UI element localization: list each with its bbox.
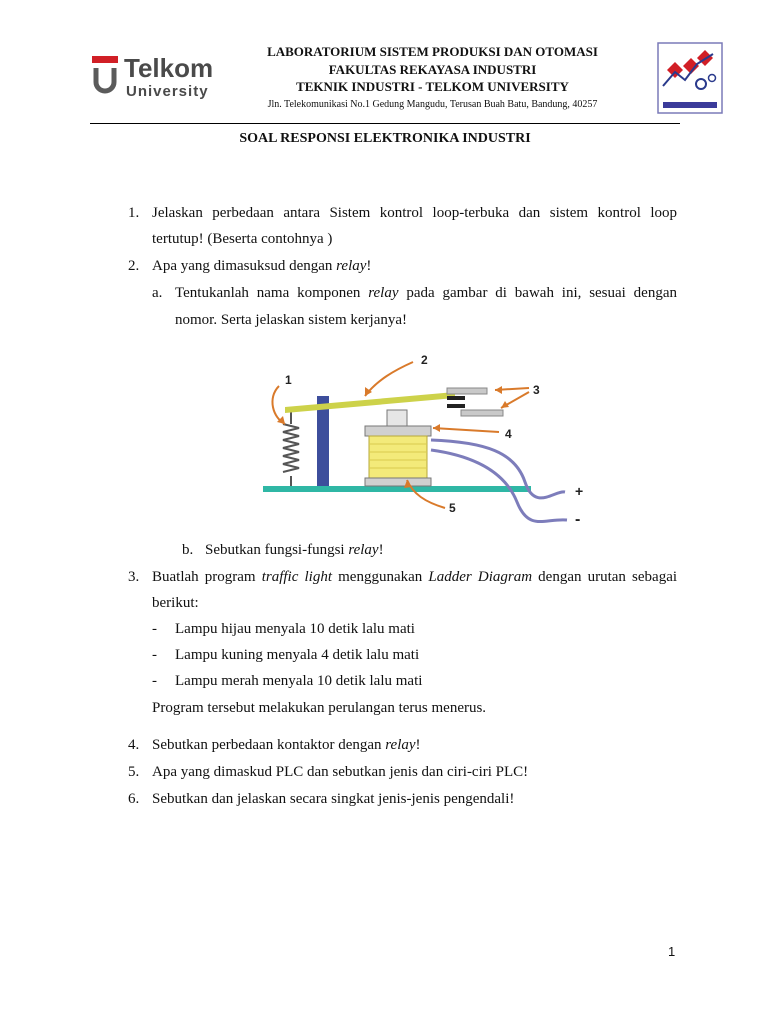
header-faculty: FAKULTAS REKAYASA INDUSTRI <box>328 62 537 77</box>
q2a-letter: a. <box>152 285 163 301</box>
q2a-text-line1: Tentukanlah nama komponen relay pada gambar di bawah ini, sesuai dengan <box>175 285 677 301</box>
relay-contacts <box>447 388 503 416</box>
q3-number: 3. <box>128 569 140 585</box>
callout-arrow-2 <box>365 362 413 396</box>
q3-note: Program tersebut melakukan perulangan terus menerus. <box>152 700 487 716</box>
relay-coil <box>365 410 431 486</box>
callout-arrow-4 <box>433 428 499 432</box>
figure-label-2: 2 <box>421 353 428 367</box>
header-address: Jln. Telekomunikasi No.1 Gedung Mangudu, Terusan Buah Batu, Bandung, 40257 <box>267 99 598 110</box>
figure-label-1: 1 <box>285 373 292 387</box>
q3-text-line2: berikut: <box>152 595 199 611</box>
relay-armature <box>285 392 455 413</box>
q3-item-2: Lampu kuning menyala 4 detik lalu mati <box>175 647 420 663</box>
q3-item-2-dash: - <box>152 647 157 663</box>
q2-text: Apa yang dimasuksud dengan relay! <box>152 258 372 274</box>
q2b-letter: b. <box>182 542 194 558</box>
q3-item-3-dash: - <box>152 673 157 689</box>
q3-text-line1: Buatlah program traffic light menggunakan Ladder Diagram dengan urutan sebagai <box>152 569 678 585</box>
lab-logo <box>657 42 723 114</box>
q3-item-3: Lampu merah menyala 10 detik lalu mati <box>175 673 423 689</box>
q3-item-1-dash: - <box>152 621 157 637</box>
relay-diagram <box>255 352 600 532</box>
figure-label-3: 3 <box>533 383 540 397</box>
svg-text:University: University <box>126 83 209 100</box>
q2a-text-line2: nomor. Serta jelaskan sistem kerjanya! <box>175 312 408 328</box>
figure-label-4: 4 <box>505 427 512 441</box>
header-department: TEKNIK INDUSTRI - TELKOM UNIVERSITY <box>296 79 569 94</box>
q1-text-line1: Jelaskan perbedaan antara Sistem kontrol loop-terbuka dan sistem kontrol loop <box>152 205 677 221</box>
telkom-university-logo <box>90 52 225 100</box>
q5-text: Apa yang dimaskud PLC dan sebutkan jenis dan ciri-ciri PLC! <box>152 764 529 780</box>
q3-item-1: Lampu hijau menyala 10 detik lalu mati <box>175 621 415 637</box>
q2-number: 2. <box>128 258 140 274</box>
q2b-text: Sebutkan fungsi-fungsi relay! <box>205 542 384 558</box>
relay-base-plate <box>263 486 531 492</box>
svg-text:Telkom: Telkom <box>124 53 214 83</box>
figure-plus-sign: + <box>575 483 584 499</box>
q6-text: Sebutkan dan jelaskan secara singkat jenis-jenis pengendali! <box>152 791 515 807</box>
q1-number: 1. <box>128 205 140 221</box>
q6-number: 6. <box>128 791 140 807</box>
figure-label-5: 5 <box>449 501 456 515</box>
page-number: 1 <box>668 944 676 959</box>
header-lab-name: LABORATORIUM SISTEM PRODUKSI DAN OTOMASI <box>267 44 598 59</box>
document-title: SOAL RESPONSI ELEKTRONIKA INDUSTRI <box>239 131 531 146</box>
q4-number: 4. <box>128 737 140 753</box>
q4-text: Sebutkan perbedaan kontaktor dengan relay! <box>152 737 421 753</box>
q1-text-line2: tertutup! (Beserta contohnya ) <box>152 231 333 247</box>
q5-number: 5. <box>128 764 140 780</box>
figure-minus-sign: - <box>575 511 581 528</box>
header-divider <box>90 123 680 124</box>
